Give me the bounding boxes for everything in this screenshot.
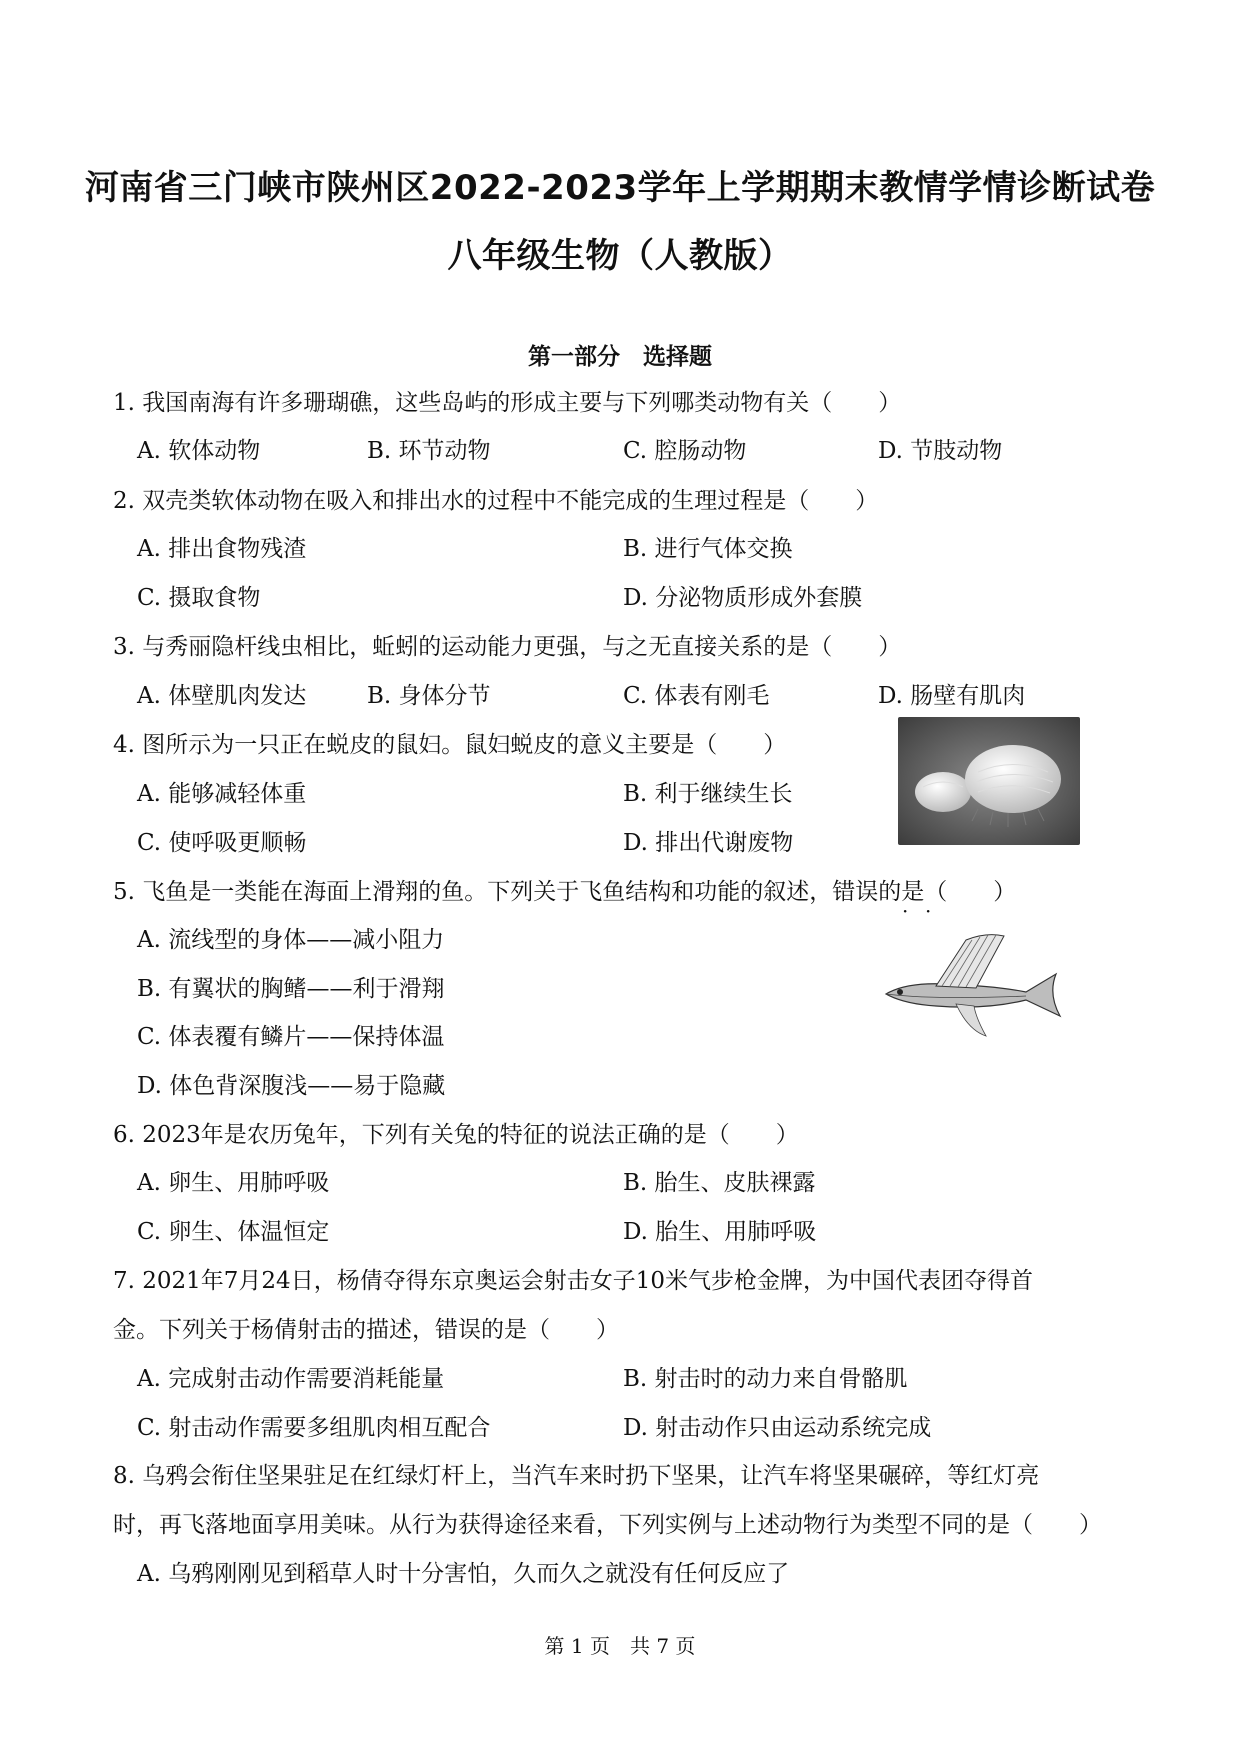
q4-option-d: D. 排出代谢废物 <box>623 830 794 856</box>
page-footer: 第 1 页 共 7 页 <box>544 1634 696 1658</box>
q3-option-d: D. 肠壁有肌肉 <box>878 683 1026 709</box>
q5-option-c: C. 体表覆有鳞片——保持体温 <box>137 1024 445 1050</box>
q3-option-c: C. 体表有刚毛 <box>623 683 770 709</box>
q6-option-b: B. 胎生、皮肤裸露 <box>623 1170 816 1196</box>
exam-subtitle: 八年级生物（人教版） <box>447 236 793 276</box>
question-6-stem: 6. 2023年是农历兔年，下列有关兔的特征的说法正确的是（ ） <box>113 1122 799 1148</box>
question-5-stem: 5. 飞鱼是一类能在海面上滑翔的鱼。下列关于飞鱼结构和功能的叙述，错误的是（ ） <box>113 879 1017 905</box>
flying-fish-illustration <box>876 926 1072 1044</box>
question-4-stem: 4. 图所示为一只正在蜕皮的鼠妇。鼠妇蜕皮的意义主要是（ ） <box>113 732 787 758</box>
q7-option-d: D. 射击动作只由运动系统完成 <box>623 1415 932 1441</box>
q2-option-a: A. 排出食物残渣 <box>137 536 307 562</box>
q4-option-a: A. 能够减轻体重 <box>137 781 307 807</box>
question-3-stem: 3. 与秀丽隐杆线虫相比，蚯蚓的运动能力更强，与之无直接关系的是（ ） <box>113 634 902 660</box>
q5-option-b: B. 有翼状的胸鳍——利于滑翔 <box>137 976 445 1002</box>
exam-title: 河南省三门峡市陕州区2022-2023学年上学期期末教情学情诊断试卷 <box>84 168 1156 208</box>
q5-option-a: A. 流线型的身体——减小阻力 <box>137 927 445 953</box>
q6-option-a: A. 卵生、用肺呼吸 <box>137 1170 330 1196</box>
woodlouse-molting-photo <box>898 717 1080 845</box>
q4-option-b: B. 利于继续生长 <box>623 781 793 807</box>
question-2-stem: 2. 双壳类软体动物在吸入和排出水的过程中不能完成的生理过程是（ ） <box>113 488 879 514</box>
emphasis-dot: · <box>925 899 932 923</box>
question-7-stem-line-1: 7. 2021年7月24日，杨倩夺得东京奥运会射击女子10米气步枪金牌，为中国代表团夺得首 <box>113 1268 1033 1294</box>
question-8-stem-line-2: 时，再飞落地面享用美味。从行为获得途径来看，下列实例与上述动物行为类型不同的是（ ） <box>113 1512 1102 1538</box>
q7-option-a: A. 完成射击动作需要消耗能量 <box>137 1366 445 1392</box>
q5-option-d: D. 体色背深腹浅——易于隐藏 <box>137 1073 446 1099</box>
q3-option-a: A. 体壁肌肉发达 <box>137 683 307 709</box>
question-8-stem-line-1: 8. 乌鸦会衔住坚果驻足在红绿灯杆上，当汽车来时扔下坚果，让汽车将坚果碾碎，等红灯亮 <box>113 1463 1040 1489</box>
q7-option-b: B. 射击时的动力来自骨骼肌 <box>623 1366 908 1392</box>
q1-option-c: C. 腔肠动物 <box>623 438 747 464</box>
emphasis-dot: · <box>902 899 909 923</box>
question-1-stem: 1. 我国南海有许多珊瑚礁，这些岛屿的形成主要与下列哪类动物有关（ ） <box>113 390 902 416</box>
q4-option-c: C. 使呼吸更顺畅 <box>137 830 307 856</box>
q7-option-c: C. 射击动作需要多组肌肉相互配合 <box>137 1415 491 1441</box>
q8-option-a: A. 乌鸦刚刚见到稻草人时十分害怕，久而久之就没有任何反应了 <box>137 1561 790 1587</box>
q6-option-c: C. 卵生、体温恒定 <box>137 1219 330 1245</box>
q2-option-c: C. 摄取食物 <box>137 585 261 611</box>
q1-option-d: D. 节肢动物 <box>878 438 1003 464</box>
section-title: 第一部分 选择题 <box>528 344 712 370</box>
q6-option-d: D. 胎生、用肺呼吸 <box>623 1219 817 1245</box>
q3-option-b: B. 身体分节 <box>367 683 491 709</box>
question-7-stem-line-2: 金。下列关于杨倩射击的描述，错误的是（ ） <box>113 1317 619 1343</box>
q2-option-d: D. 分泌物质形成外套膜 <box>623 585 863 611</box>
q2-option-b: B. 进行气体交换 <box>623 536 793 562</box>
q1-option-b: B. 环节动物 <box>367 438 491 464</box>
q1-option-a: A. 软体动物 <box>137 438 261 464</box>
